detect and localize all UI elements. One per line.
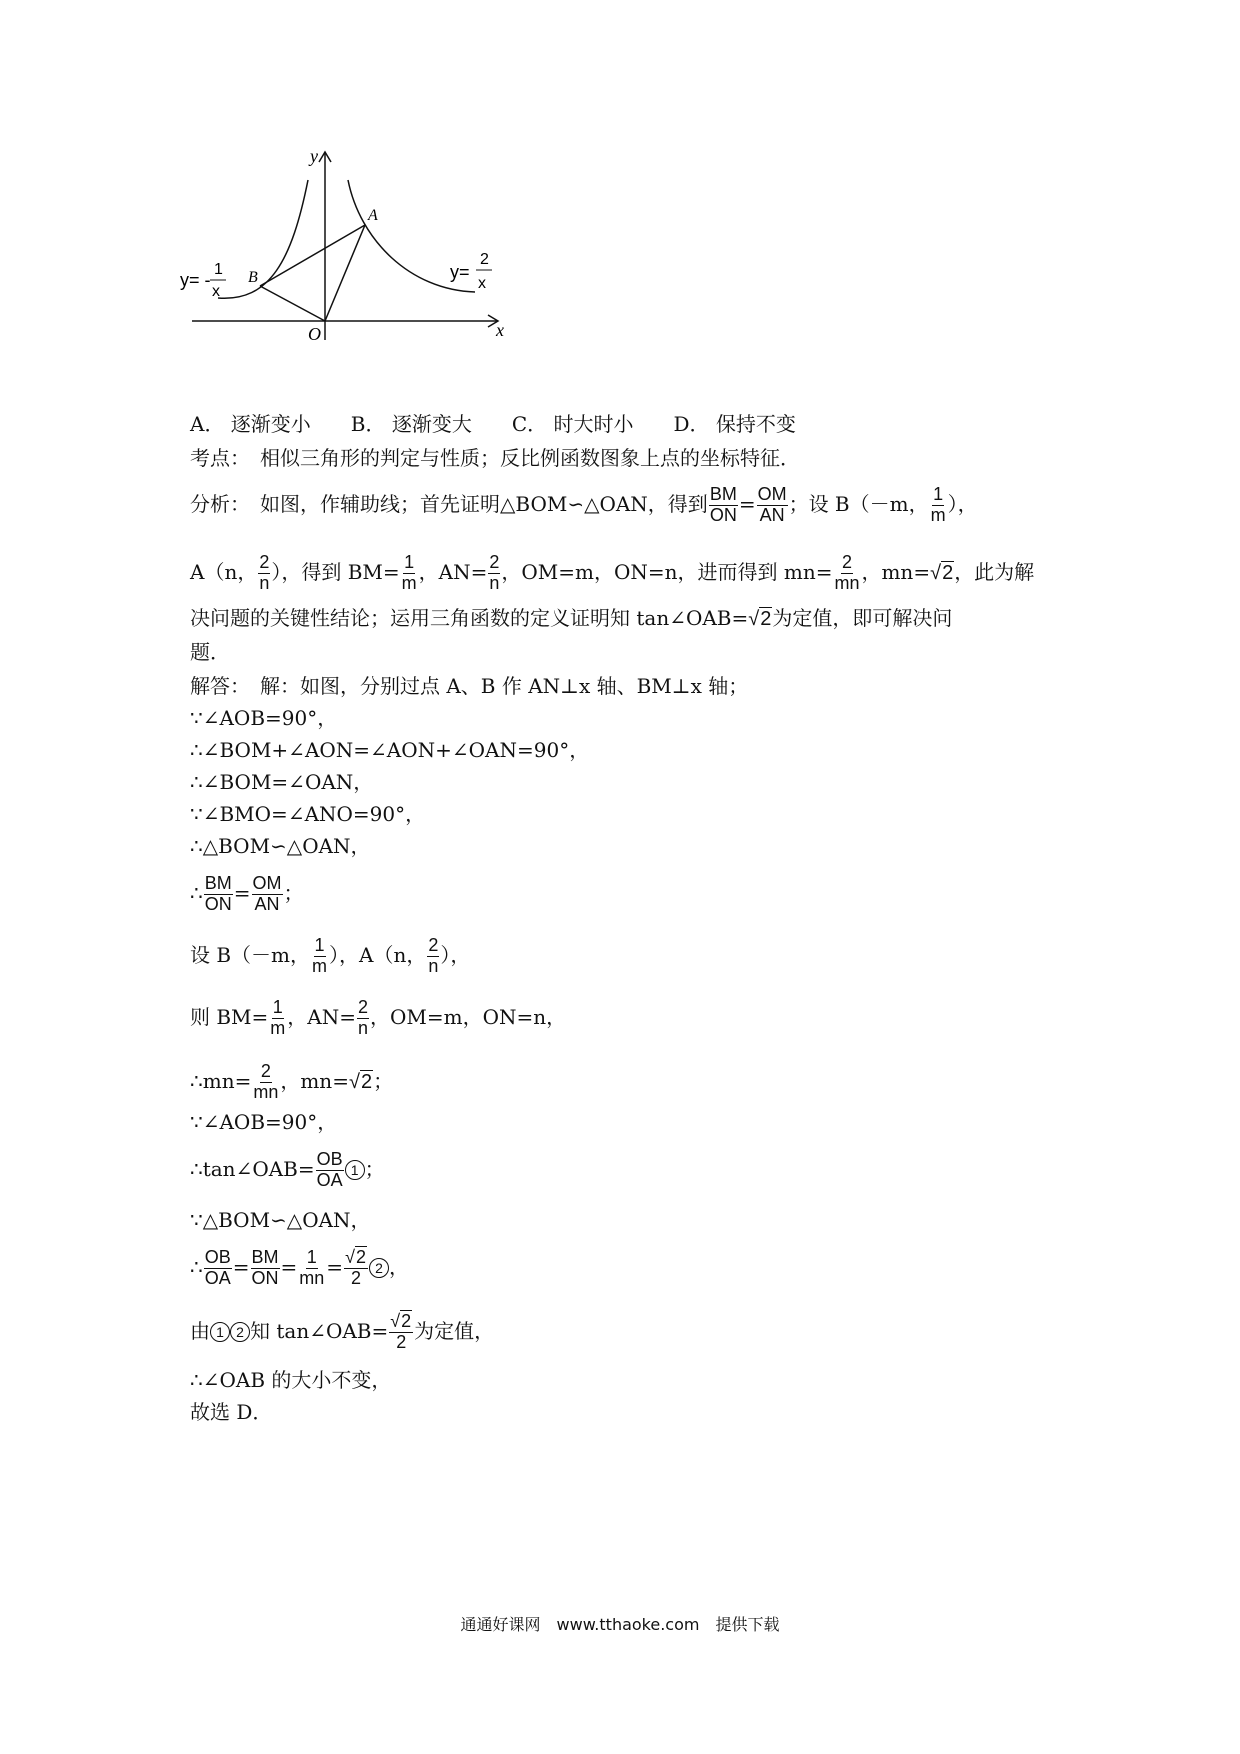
jieda-7b: ； xyxy=(283,880,304,905)
jieda-line-4: ∴∠BOM=∠OAN， xyxy=(190,770,374,794)
page-footer: 通通好课网 www.tthaoke.com 提供下载 xyxy=(460,1615,780,1634)
origin-label: O xyxy=(308,324,321,344)
jieda-line-5: ∵∠BMO=∠ANO=90°， xyxy=(190,802,426,826)
fraction-2-mn: $\frac{2}{mn}$ xyxy=(834,552,860,593)
left-hyperbola-curve xyxy=(218,180,308,298)
jieda-line-10 xyxy=(190,1062,393,1103)
fraction-om-an-b: $\frac{OM}{AN}$ xyxy=(252,873,282,914)
equals-sign-e: = xyxy=(326,1254,344,1279)
fraction-bm-on-c: $\frac{BM}{ON}$ xyxy=(251,1247,279,1288)
left-curve-num: 1 xyxy=(214,261,223,278)
jieda-line-11: ∵∠AOB=90°， xyxy=(190,1110,338,1134)
fraction-2-n-4: $\frac{2}{n}$ xyxy=(358,997,369,1038)
jieda-line-16: ∴∠OAB 的大小不变， xyxy=(190,1368,392,1392)
jieda-line-2: ∵∠AOB=90°， xyxy=(190,706,338,730)
jieda-9b: ，AN= xyxy=(287,1004,356,1029)
fenxi-text-9: ，此为解 xyxy=(954,559,1035,584)
fenxi-text-3: ）， xyxy=(947,491,978,516)
fraction-1-m: $\frac{1}{m}$ xyxy=(930,484,946,525)
jieda-9c: ，OM=m，ON=n， xyxy=(370,1004,567,1029)
jieda-15c: 为定值， xyxy=(414,1318,495,1343)
fraction-1-mn: $\frac{1}{mn}$ xyxy=(299,1247,325,1288)
jieda-line-1: 解答： 解：如图，分别过点 A、B 作 AN⊥x 轴、BM⊥x 轴； xyxy=(190,674,749,698)
fenxi-text-8: ，mn= xyxy=(861,559,931,584)
y-axis-label: y xyxy=(310,150,318,166)
jieda-line-9 xyxy=(190,998,566,1039)
fenxi-line-1 xyxy=(190,485,978,526)
sqrt-2: √2 xyxy=(930,561,954,584)
sqrt-2-c: √2 xyxy=(348,1070,373,1093)
jieda-7a: ∴ xyxy=(190,880,203,905)
fenxi-line-4: 题． xyxy=(190,640,230,664)
segment-ob xyxy=(260,286,325,321)
left-curve-label: y= - xyxy=(180,270,211,290)
equals-sign: = xyxy=(738,491,756,516)
right-curve-label: y= xyxy=(450,262,470,282)
segment-oa xyxy=(325,225,365,321)
fraction-1-m-3: $\frac{1}{m}$ xyxy=(312,935,328,976)
fenxi-text-1: 分析： 如图，作辅助线；首先证明△BOM∽△OAN，得到 xyxy=(190,491,708,516)
fraction-2-n: $\frac{2}{n}$ xyxy=(259,552,270,593)
jieda-14a: ∴ xyxy=(190,1254,203,1279)
fraction-ob-oa: $\frac{OB}{OA}$ xyxy=(316,1149,343,1190)
fraction-2-n-3: $\frac{2}{n}$ xyxy=(428,935,439,976)
jieda-8c: ）， xyxy=(440,942,471,967)
jieda-line-17: 故选 D． xyxy=(190,1400,273,1424)
fenxi-text-5: ），得到 BM= xyxy=(271,559,400,584)
jieda-line-15 xyxy=(190,1312,494,1353)
jieda-8a: 设 B（－m， xyxy=(190,942,311,967)
answer-options: A． 逐渐变小 B． 逐渐变大 C． 时大时小 D． 保持不变 xyxy=(190,412,796,436)
jieda-15b: 知 tan∠OAB= xyxy=(250,1318,389,1343)
jieda-line-13: ∵△BOM∽△OAN， xyxy=(190,1208,371,1232)
right-curve-den: x xyxy=(478,275,486,292)
fenxi-text-2: ；设 B（－m， xyxy=(788,491,929,516)
fenxi-text-4: A（n， xyxy=(190,559,258,584)
fraction-sqrt2-2-b: $\frac{√2}{2}$ xyxy=(390,1311,412,1352)
jieda-12a: ∴tan∠OAB= xyxy=(190,1156,315,1181)
circled-2-b: 2 xyxy=(230,1322,250,1342)
jieda-12b: ； xyxy=(364,1156,385,1181)
circled-1: 1 xyxy=(345,1160,365,1180)
jieda-line-8 xyxy=(190,936,470,977)
fenxi-line-3 xyxy=(190,608,952,629)
jieda-line-7 xyxy=(190,874,304,915)
fraction-ob-oa-b: $\frac{OB}{OA}$ xyxy=(204,1247,231,1288)
circled-1-b: 1 xyxy=(210,1322,230,1342)
jieda-14b: ， xyxy=(388,1254,409,1279)
fenxi-text-10: 决问题的关键性结论；运用三角函数的定义证明知 tan∠OAB= xyxy=(190,606,749,630)
point-a-label: A xyxy=(368,207,378,224)
jieda-line-12 xyxy=(190,1150,385,1191)
fraction-1-m-2: $\frac{1}{m}$ xyxy=(401,552,417,593)
jieda-15a: 由 xyxy=(190,1318,210,1343)
point-b-label: B xyxy=(248,269,258,286)
fenxi-text-7: ，OM=m，ON=n，进而得到 mn= xyxy=(501,559,833,584)
sqrt-2-b: √2 xyxy=(748,608,772,630)
fraction-2-n-2: $\frac{2}{n}$ xyxy=(489,552,500,593)
fraction-bm-on-b: $\frac{BM}{ON}$ xyxy=(204,873,232,914)
fraction-om-an: $\frac{OM}{AN}$ xyxy=(757,484,787,525)
jieda-8b: ），A（n， xyxy=(329,942,427,967)
equals-sign-c: = xyxy=(232,1254,250,1279)
jieda-line-6: ∴△BOM∽△OAN， xyxy=(190,834,371,858)
jieda-9a: 则 BM= xyxy=(190,1004,269,1029)
fenxi-text-6: ，AN= xyxy=(418,559,488,584)
jieda-10c: ； xyxy=(373,1068,394,1093)
jieda-10b: ，mn= xyxy=(280,1068,349,1093)
x-axis-label: x xyxy=(496,320,504,340)
fraction-bm-on: $\frac{BM}{ON}$ xyxy=(709,484,737,525)
reciprocal-function-figure xyxy=(180,150,580,390)
jieda-line-3: ∴∠BOM+∠AON=∠AON+∠OAN=90°， xyxy=(190,738,590,762)
fraction-1-m-4: $\frac{1}{m}$ xyxy=(270,997,286,1038)
right-curve-num: 2 xyxy=(480,251,489,268)
fraction-sqrt2-2: $\frac{√2}{2}$ xyxy=(345,1247,366,1288)
equals-sign-b: = xyxy=(233,880,251,905)
circled-2: 2 xyxy=(369,1258,389,1278)
fenxi-text-11: 为定值，即可解决问 xyxy=(772,606,953,630)
fenxi-line-2 xyxy=(190,553,1034,594)
jieda-line-14 xyxy=(190,1248,409,1289)
equals-sign-d: = xyxy=(280,1254,298,1279)
left-curve-den: x xyxy=(212,283,220,300)
fraction-2-mn-b: $\frac{2}{mn}$ xyxy=(253,1061,279,1102)
jieda-10a: ∴mn= xyxy=(190,1068,252,1093)
kaodian-text: 考点： 相似三角形的判定与性质；反比例函数图象上点的坐标特征． xyxy=(190,446,800,470)
segment-ab xyxy=(260,225,365,286)
